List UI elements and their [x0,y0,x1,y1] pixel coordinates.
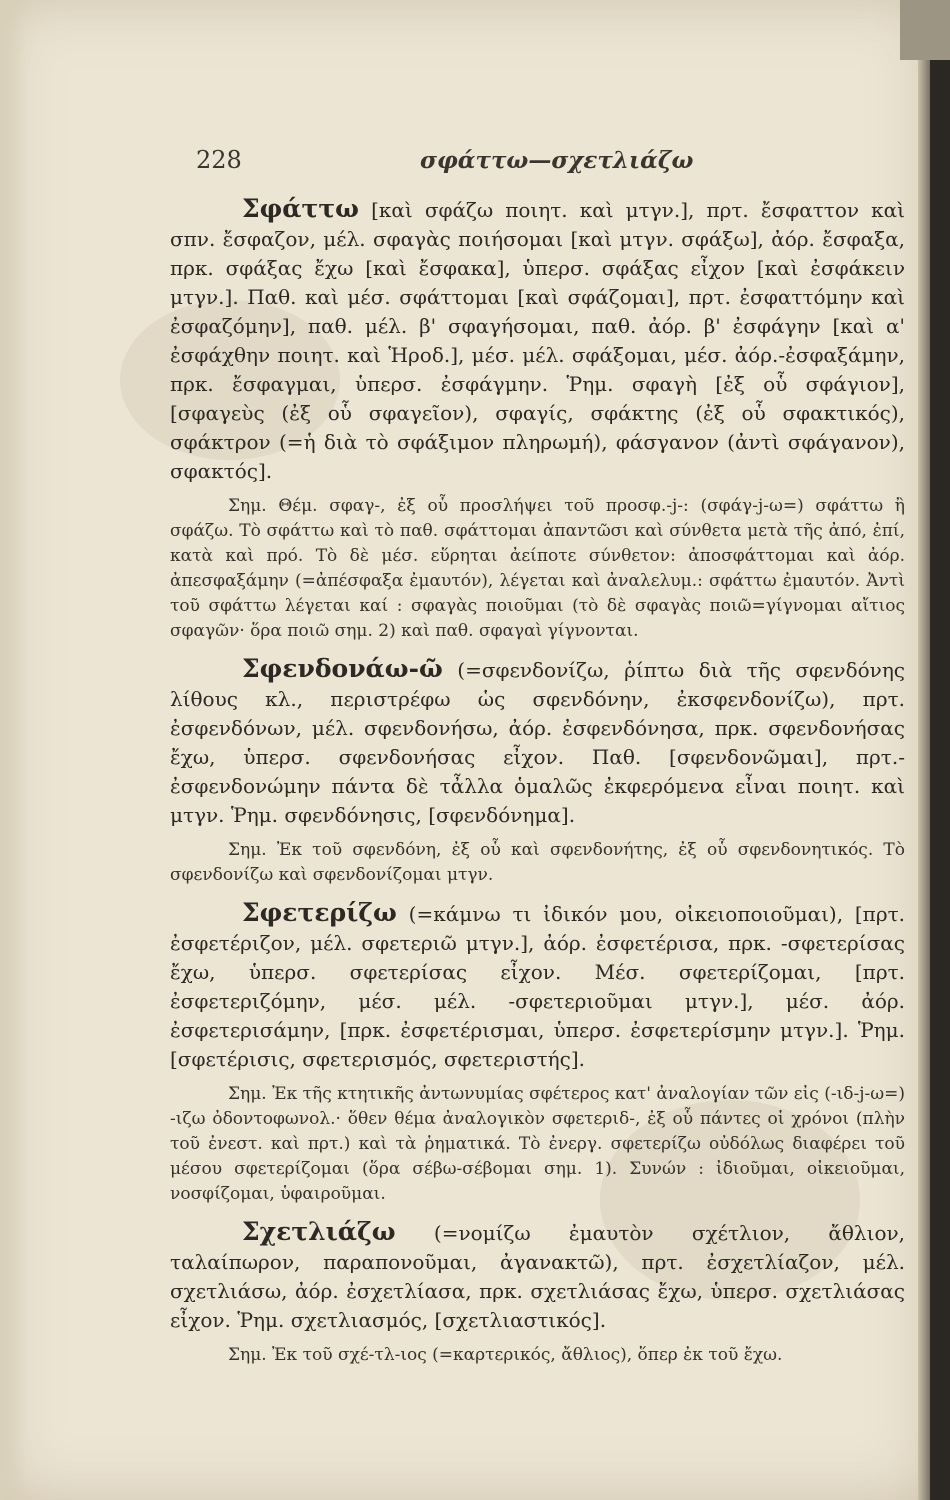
entry-lemma: Σφετερίζω [242,898,397,927]
entry-paragraph [170,194,905,486]
entry-body: (=νομίζω ἐμαυτὸν σχέτλιον, ἄθλιον, ταλαίπωρον, παραπονοῦμαι, ἀγανακτῶ), πρτ. ἐσχετλίαζον, μέλ. σχετλιάσω, ἀόρ. ἐσχετλίασα, πρκ. σχετλιάσας ἔχω, ὑπερσ. σχετλιάσας εἶχον. Ῥημ. σχετλιασμός, [σχετλιαστικός]. [170,1221,906,1332]
entry-note: Σημ. Ἐκ τοῦ σχέ-τλ-ιος (=καρτερικός, ἄθλιος), ὅπερ ἐκ τοῦ ἔχω. [228,1345,783,1365]
running-head [170,140,905,184]
entry-note: Σημ. Ἐκ τῆς κτητικῆς ἀντωνυμίας σφέτερος κατ' ἀναλογίαν τῶν εἰς (-ιδ-j-ω=) -ιζω ὀδοντοφωνολ.· ὅθεν θέμα ἀναλογικὸν σφετεριδ-, ἐξ οὗ πάντες οἱ χρόνοι (πλὴν τοῦ ἐνεστ. καὶ πρτ.) καὶ τὰ ῥηματικά. Τὸ ἐνεργ. σφετερίζω οὐδόλως διαφέρει τοῦ μέσου σφετερίζομαι (ὅρα σέβω-σέβομαι σημ. 1). Συνών : ἰδιοῦμαι, οἰκειοῦμαι, νοσφίζομαι, ὑφαιροῦμαι. [170,1084,905,1204]
dictionary-entry [170,1217,905,1368]
dictionary-entry [170,898,905,1207]
entry-note: Σημ. Ἐκ τοῦ σφενδόνη, ἐξ οὗ καὶ σφενδονήτης, ἐξ οὗ σφενδονητικός. Τὸ σφενδονίζω καὶ σφενδονίζομαι μτγν. [170,840,905,885]
entry-paragraph [170,898,905,1074]
entry-body: (=κάμνω τι ἰδικόν μου, οἰκειοποιοῦμαι), [πρτ. ἐσφετέριζον, μέλ. σφετεριῶ μτγν.], ἀόρ. ἐσφετέρισα, πρκ. -σφετερίσας ἔχω, ὑπερσ. σφετερίσας εἶχον. Μέσ. σφετερίζομαι, [πρτ. ἐσφετεριζόμην, μέσ. μέλ. -σφετεριοῦμαι μτγν.], μέσ. ἀόρ. ἐσφετερισάμην, [πρκ. ἐσφετέρισμαι, ὑπερσ. ἐσφετερίσμην μτγν.]. Ῥημ. [σφετέρισις, σφετερισμός, σφετεριστής]. [170,902,905,1071]
entry-lemma: Σχετλιάζω [242,1217,396,1246]
dictionary-entry [170,194,905,644]
entry-lemma: Σφάττω [242,194,359,223]
entry-paragraph [170,654,905,830]
entry-lemma: Σφενδονάω-ῶ [242,654,443,683]
entry-body: (=σφενδονίζω, ῥίπτω διὰ τῆς σφενδόνης λίθους κλ., περιστρέφω ὡς σφενδόνην, ἐκσφενδονίζω), πρτ. ἐσφενδόνων, μέλ. σφενδονήσω, ἀόρ. ἐσφενδόνησα, πρκ. σφενδονήσας ἔχω, ὑπερσ. σφενδονήσας εἶχον. Παθ. [σφενδονῶμαι], πρτ.-ἐσφενδονώμην πάντα δὲ τἆλλα ὁμαλῶς ἐκφερόμενα εἶναι ποιητ. καὶ μτγν. Ῥημ. σφενδόνησις, [σφενδόνημα]. [170,658,906,827]
running-title: σφάττω—σχετλιάζω [420,147,694,174]
dictionary-page [170,140,905,1490]
book-corner [900,0,950,60]
entry-note: Σημ. Θέμ. σφαγ-, ἐξ οὗ προσλήψει τοῦ προσφ.-j-: (σφάγ-j-ω=) σφάττω ἢ σφάζω. Τὸ σφάττω καὶ τὸ παθ. σφάττομαι ἀπαντῶσι καὶ σύνθετα μετὰ τῆς ἀπό, ἐπί, κατὰ καὶ πρό. Τὸ δὲ μέσ. εὕρηται ἀείποτε σύνθετον: ἀποσφάττομαι καὶ ἀόρ. ἀπεσφαξάμην (=ἀπέσφαξα ἐμαυτόν), λέγεται καὶ ἀναλελυμ.: σφάττω ἐμαυτόν. Ἀντὶ τοῦ σφάττω λέγεται καί : σφαγὰς ποιοῦμαι (τὸ δὲ σφαγὰς ποιῶ=γίγνομαι αἴτιος σφαγῶν· ὅρα ποιῶ σημ. 2) καὶ παθ. σφαγαὶ γίγνονται. [170,496,905,641]
entry-body: [καὶ σφάζω ποιητ. καὶ μτγν.], πρτ. ἔσφαττον καὶ σπν. ἔσφαζον, μέλ. σφαγὰς ποιήσομαι [καὶ μτγν. σφάξω], ἀόρ. ἔσφαξα, πρκ. σφάξας ἔχω [καὶ ἔσφακα], ὑπερσ. σφάξας εἶχον [καὶ ἐσφάκειν μτγν.]. Παθ. καὶ μέσ. σφάττομαι [καὶ σφάζομαι], πρτ. ἐσφαττόμην καὶ ἐσφαζόμην], παθ. μέλ. β' σφαγήσομαι, παθ. ἀόρ. β' ἐσφάγην [καὶ α' ἐσφάχθην ποιητ. καὶ Ἡροδ.], μέσ. μέλ. σφάξομαι, μέσ. ἀόρ.-ἐσφαξάμην, πρκ. ἔσφαγμαι, ὑπερσ. ἐσφάγμην. Ῥημ. σφαγὴ [ἐξ οὗ σφάγιον], [σφαγεὺς (ἐξ οὗ σφαγεῖον), σφαγίς, σφάκτης (ἐξ οὗ σφακτικός), σφάκτρον (=ἡ διὰ τὸ σφάξιμον πληρωμή), φάσγανον (ἀντὶ σφάγανον), σφακτός]. [170,198,906,483]
dictionary-entry [170,654,905,888]
page-number: 228 [196,146,242,174]
entry-paragraph [170,1217,905,1335]
book-binding-edge [918,0,930,1500]
